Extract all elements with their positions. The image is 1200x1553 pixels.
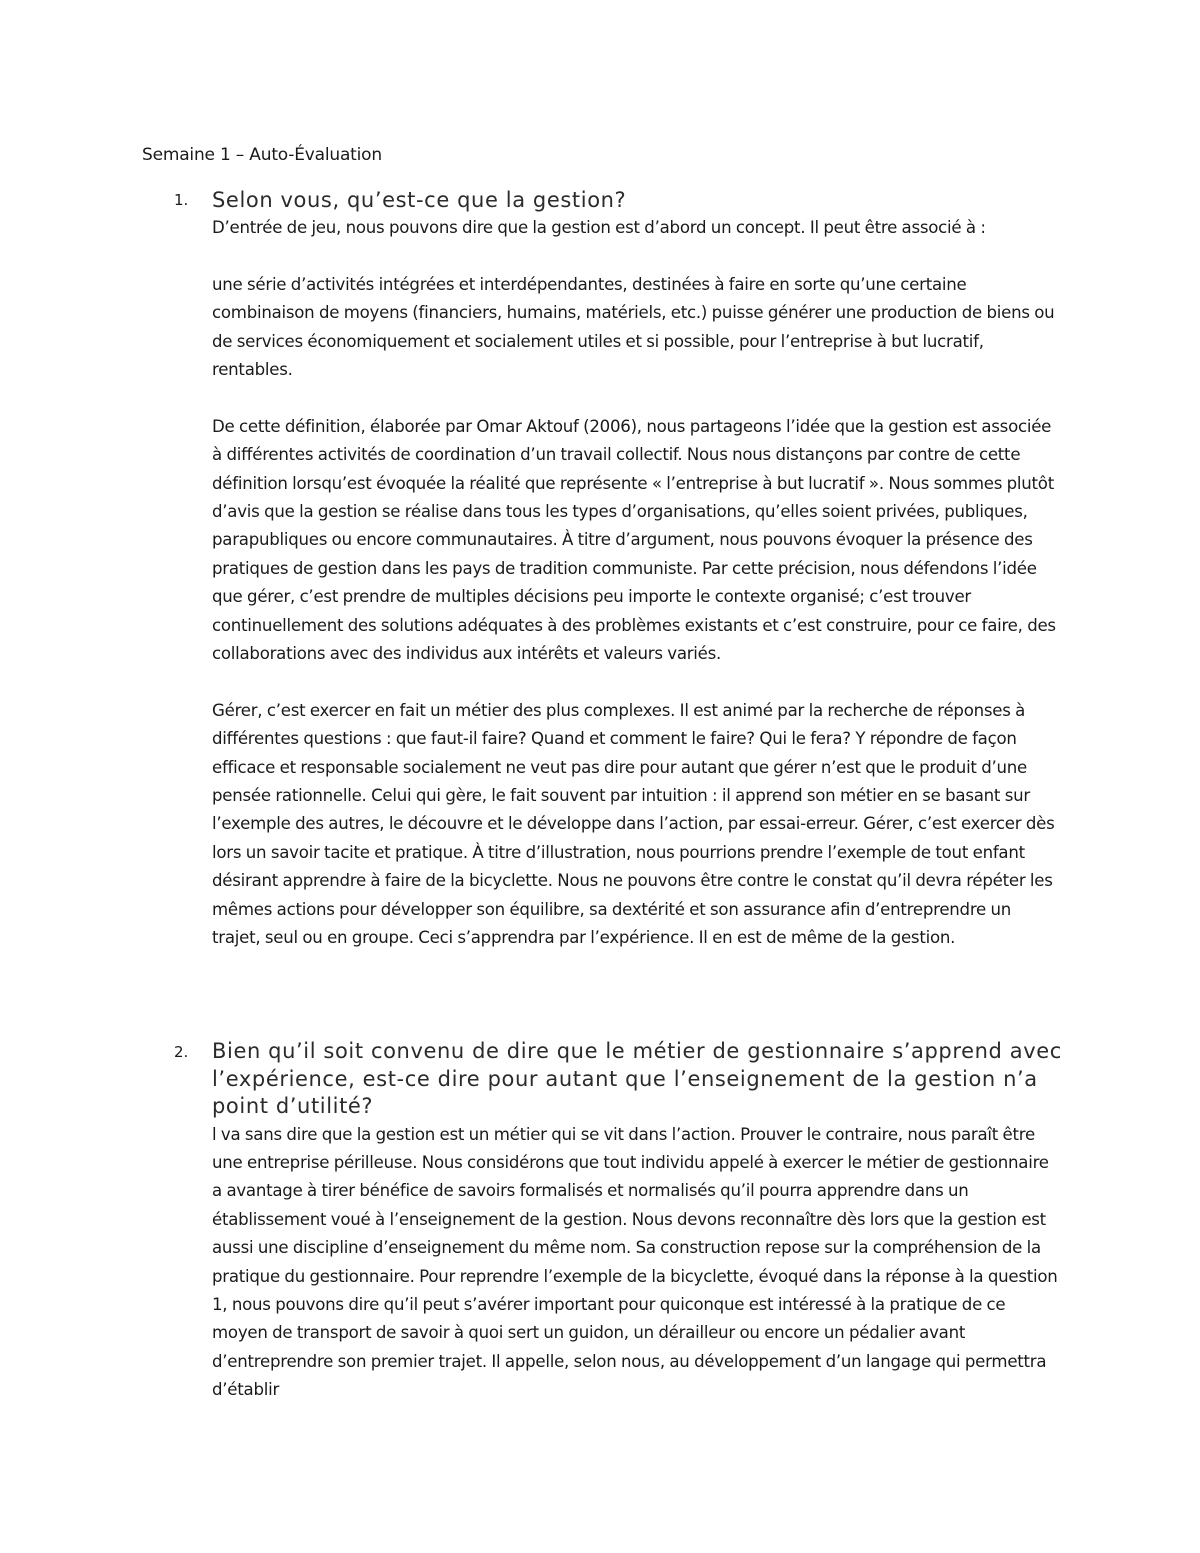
answer-paragraph: une série d’activités intégrées et interdépendantes, destinées à faire en sorte qu’une certaine combinaison de moyens (financiers, humains, matériels, etc.) puisse générer une production de biens ou de services économiquement et socialement utiles et si possible, pour l’entreprise à but lucratif, rentables.	[212, 274, 1055, 380]
answer-paragraph: l va sans dire que la gestion est un métier qui se vit dans l’action. Prouver le contraire, nous paraît être une entreprise périlleuse. Nous considérons que tout individu appelé à exercer le métier de gestionnaire a avantage à tirer bénéfice de savoirs formalisés et normalisés qu’il pourra apprendre dans un établissement voué à l’enseignement de la gestion. Nous devons reconnaître dès lors que la gestion est aussi une discipline d’enseignement du même nom. Sa construction repose sur la compréhension de la pratique du gestionnaire. Pour reprendre l’exemple de la bicyclette, évoqué dans la réponse à la question 1, nous pouvons dire qu’il peut s’avérer important pour quiconque est intéressé à la pratique de ce moyen de transport de savoir à quoi sert un guidon, un dérailleur ou encore un pédalier avant d’entreprendre son premier trajet. Il appelle, selon nous, au développement d’un langage qui permettra d’établir	[212, 1124, 1058, 1400]
answer-paragraph: D’entrée de jeu, nous pouvons dire que la gestion est d’abord un concept. Il peut être associé à :	[212, 218, 986, 237]
question-number: 1.	[174, 191, 189, 209]
question-number: 2.	[174, 1043, 189, 1061]
document-title: Semaine 1 – Auto-Évaluation	[142, 145, 382, 165]
answer-paragraph: De cette définition, élaborée par Omar Aktouf (2006), nous partageons l’idée que la gestion est associée à différentes activités de coordination d’un travail collectif. Nous nous distançons par contre de cette définition lorsqu’est évoquée la réalité que représente « l’entreprise à but lucratif ». Nous sommes plutôt d’avis que la gestion se réalise dans tous les types d’organisations, qu’elles soient privées, publiques, parapubliques ou encore communautaires. À titre d’argument, nous pouvons évoquer la présence des pratiques de gestion dans les pays de tradition communiste. Par cette précision, nous défendons l’idée que gérer, c’est prendre de multiples décisions peu importe le contexte organisé; c’est trouver continuellement des solutions adéquates à des problèmes existants et c’est construire, pour ce faire, des collaborations avec des individus aux intérêts et valeurs variés.	[212, 416, 1056, 664]
question-heading: Bien qu’il soit convenu de dire que le métier de gestionnaire s’apprend avec l’expérience, est-ce dire pour autant que l’enseignement de la gestion n’a point d’utilité?	[212, 1039, 1062, 1118]
question-1	[142, 186, 1102, 953]
question-heading: Selon vous, qu’est-ce que la gestion?	[212, 188, 627, 212]
question-2	[142, 1038, 1102, 1405]
answer-paragraph: Gérer, c’est exercer en fait un métier des plus complexes. Il est animé par la recherche de réponses à différentes questions : que faut-il faire? Quand et comment le faire? Qui le fera? Y répondre de façon efficace et responsable socialement ne veut pas dire pour autant que gérer n’est que le produit d’une pensée rationnelle. Celui qui gère, le fait souvent par intuition : il apprend son métier en se basant sur l’exemple des autres, le découvre et le développe dans l’action, par essai-erreur. Gérer, c’est exercer dès lors un savoir tacite et pratique. À titre d’illustration, nous pourrions prendre l’exemple de tout enfant désirant apprendre à faire de la bicyclette. Nous ne pouvons être contre le constat qu’il devra répéter les mêmes actions pour développer son équilibre, sa dextérité et son assurance afin d’entreprendre un trajet, seul ou en groupe. Ceci s’apprendra par l’expérience. Il en est de même de la gestion.	[212, 700, 1055, 948]
